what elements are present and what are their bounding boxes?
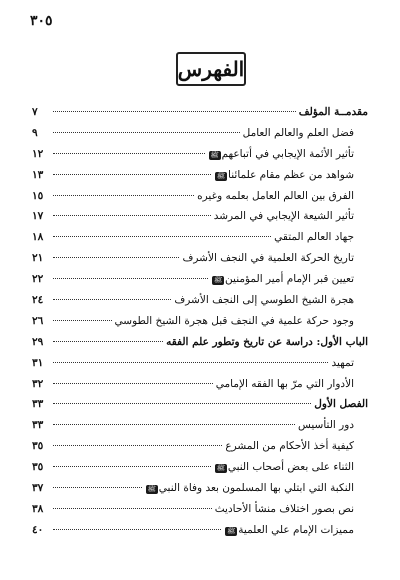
dot-leader bbox=[53, 508, 212, 509]
dot-leader bbox=[53, 362, 328, 363]
toc-entry-title: فضل العلم والعالم العامل bbox=[242, 126, 354, 139]
toc-entry bbox=[32, 478, 368, 499]
toc-entry-page: ٣١ bbox=[32, 356, 44, 369]
toc-entry-title: وجود حركة علمية في النجف قبل هجرة الشيخ الطوسي bbox=[114, 314, 354, 327]
dot-leader bbox=[53, 383, 213, 384]
dot-leader bbox=[53, 236, 271, 237]
toc-entry-page: ٣٣ bbox=[32, 419, 44, 432]
toc-entry-title: دور التأسيس bbox=[298, 419, 354, 432]
toc-entry bbox=[32, 186, 368, 207]
page-title: الفهرس bbox=[177, 57, 245, 81]
dot-leader bbox=[53, 278, 208, 279]
toc-entry-title: تعيين قبر الإمام أمير المؤمنين bbox=[225, 273, 354, 286]
dot-leader bbox=[53, 195, 194, 196]
toc-entry-title: الأدوار التي مرّ بها الفقه الإمامي bbox=[215, 377, 354, 390]
dot-leader bbox=[53, 299, 171, 300]
honorific-glyph: ﷺ bbox=[216, 171, 226, 180]
page-number: ٣٠٥ bbox=[30, 13, 53, 29]
toc-entry bbox=[32, 457, 368, 478]
toc-entry-page: ٣٥ bbox=[32, 440, 44, 453]
toc-entry-page: ٤٠ bbox=[32, 523, 44, 536]
toc-entry-title: تأثير الأئمة الإيجابي في أتباعهم bbox=[221, 147, 354, 160]
toc-entry bbox=[32, 290, 368, 311]
toc-entry bbox=[32, 436, 368, 457]
toc-entry bbox=[32, 353, 368, 374]
dot-leader bbox=[53, 529, 221, 530]
dot-leader bbox=[53, 320, 112, 321]
toc-entry-page: ٢١ bbox=[32, 252, 44, 265]
toc-entry-page: ١٣ bbox=[32, 168, 44, 181]
toc-entry-title: نص بصور اختلاف منشأ الأحاديث bbox=[214, 502, 354, 515]
toc-entry bbox=[32, 248, 368, 269]
toc-entry bbox=[32, 311, 368, 332]
toc-entry-title: تمهيد bbox=[331, 356, 354, 369]
toc-entry bbox=[32, 332, 368, 353]
dot-leader bbox=[53, 341, 163, 342]
toc-entry-page: ١٥ bbox=[32, 189, 44, 202]
honorific-glyph: ﷺ bbox=[227, 526, 236, 535]
toc-entry-title: النكبة التي ابتلي بها المسلمون بعد وفاة النبي bbox=[158, 482, 354, 495]
toc-entry bbox=[32, 102, 368, 123]
toc-entry bbox=[32, 269, 368, 290]
toc-entry-title: الفرق بين العالم العامل بعلمه وغيره bbox=[197, 189, 354, 202]
toc-entry bbox=[32, 520, 368, 541]
toc-entry bbox=[32, 394, 368, 415]
toc-entry-page: ٣٢ bbox=[32, 377, 44, 390]
toc-entry-page: ١٧ bbox=[32, 210, 44, 223]
honorific-glyph: ﷺ bbox=[147, 485, 157, 494]
toc-entry-page: ٣٨ bbox=[32, 502, 44, 515]
toc-entry-title: هجرة الشيخ الطوسي إلى النجف الأشرف bbox=[174, 294, 354, 307]
toc-entry-title: الثناء على بعض أصحاب النبي bbox=[227, 461, 354, 474]
toc-entry-title: الباب الأول: دراسة عن تاريخ وتطور علم الفقه bbox=[166, 335, 368, 348]
toc-entry-page: ٢٩ bbox=[32, 335, 44, 348]
honorific-glyph: ﷺ bbox=[210, 150, 219, 159]
toc-entry-title: تأثير الشيعة الإيجابي في المرشد bbox=[213, 210, 354, 223]
toc-entry bbox=[32, 144, 368, 165]
toc-entry-page: ٣٣ bbox=[32, 398, 44, 411]
toc-entry-page: ٩ bbox=[32, 126, 38, 139]
dot-leader bbox=[53, 466, 211, 467]
dot-leader bbox=[53, 111, 296, 112]
toc-entry-page: ٢٤ bbox=[32, 294, 44, 307]
honorific-glyph: ﷺ bbox=[213, 276, 223, 285]
dot-leader bbox=[53, 424, 295, 425]
toc-entry-page: ٧ bbox=[32, 106, 38, 118]
toc-entry-page: ١٢ bbox=[32, 147, 44, 160]
title-frame bbox=[176, 52, 246, 86]
dot-leader bbox=[53, 445, 222, 446]
toc-entry bbox=[32, 123, 368, 144]
toc-entry-title: شواهد من عظم مقام علمائنا bbox=[228, 168, 354, 181]
toc-list bbox=[32, 102, 368, 541]
dot-leader bbox=[53, 403, 311, 404]
toc-entry-page: ٣٧ bbox=[32, 482, 44, 495]
toc-entry-title: كيفية أخذ الأحكام من المشرع bbox=[225, 440, 354, 453]
toc-entry bbox=[32, 499, 368, 520]
toc-entry-page: ٢٢ bbox=[32, 273, 44, 286]
toc-entry-title: مميزات الإمام علي العلمية bbox=[238, 523, 354, 536]
honorific-glyph: ﷺ bbox=[216, 464, 226, 473]
toc-entry-title: تاريخ الحركة العلمية في النجف الأشرف bbox=[182, 252, 354, 265]
dot-leader bbox=[53, 487, 142, 488]
dot-leader bbox=[53, 153, 205, 154]
toc-entry-title: مقدمــة المؤلف bbox=[298, 106, 368, 118]
toc-entry bbox=[32, 165, 368, 186]
toc-entry bbox=[32, 227, 368, 248]
toc-entry-title: الفصل الأول bbox=[314, 398, 368, 411]
dot-leader bbox=[53, 215, 211, 216]
toc-entry bbox=[32, 374, 368, 395]
toc-entry-page: ٣٥ bbox=[32, 461, 44, 474]
toc-entry-page: ٢٦ bbox=[32, 314, 44, 327]
dot-leader bbox=[53, 257, 179, 258]
toc-entry bbox=[32, 206, 368, 227]
toc-entry-title: جهاد العالم المتقي bbox=[274, 231, 354, 244]
toc-entry-page: ١٨ bbox=[32, 231, 44, 244]
toc-entry bbox=[32, 415, 368, 436]
dot-leader bbox=[53, 174, 211, 175]
dot-leader bbox=[53, 132, 240, 133]
